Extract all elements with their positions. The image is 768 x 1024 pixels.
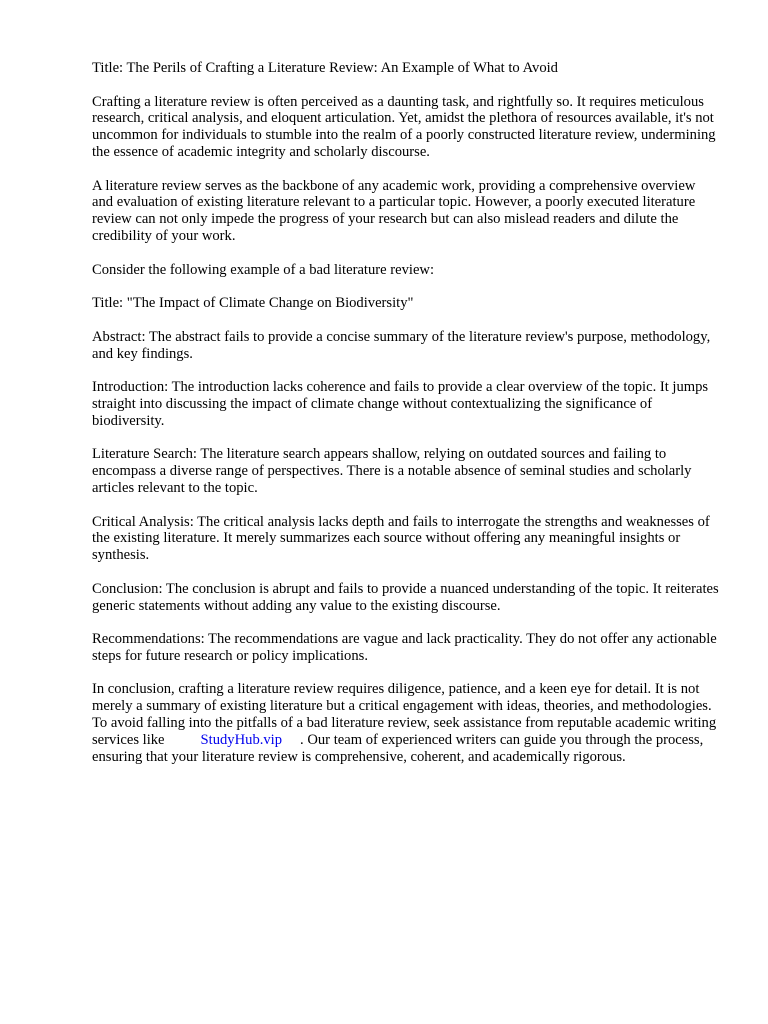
closing-paragraph <box>92 681 720 765</box>
document-title: Title: The Perils of Crafting a Literature Review: An Example of What to Avoid <box>92 60 558 76</box>
intro-paragraph: Crafting a literature review is often perceived as a daunting task, and rightfully so. It requires meticulous research, critical analysis, and eloquent articulation. Yet, amidst the plethora of resources available, it's not uncommon for individuals to stumble into the realm of a poorly constructed literature review, undermining the essence of academic integrity and scholarly discourse. <box>92 93 716 160</box>
abstract-paragraph: Abstract: The abstract fails to provide a concise summary of the literature review's purpose, methodology, and key findings. <box>92 328 711 362</box>
introduction-paragraph: Introduction: The introduction lacks coherence and fails to provide a clear overview of the topic. It jumps straight into discussing the impact of climate change without contextualizing the significance of biodiversity. <box>92 379 709 429</box>
consider-paragraph: Consider the following example of a bad literature review: <box>92 261 435 278</box>
example-title: Title: "The Impact of Climate Change on Biodiversity" <box>92 295 414 312</box>
critical-analysis-paragraph: Critical Analysis: The critical analysis lacks depth and fails to interrogate the strengths and weaknesses of the existing literature. It merely summarizes each source without offering any meaningful insights or synthesis. <box>92 513 710 564</box>
studyhub-link[interactable]: StudyHub.vip <box>200 731 283 748</box>
document-page <box>92 60 720 782</box>
backbone-paragraph: A literature review serves as the backbone of any academic work, providing a comprehensive overview and evaluation of existing literature relevant to a particular topic. However, a poorly executed literature review can not only impede the progress of your research but can also mislead readers and dilute the credibility of your work. <box>92 177 696 244</box>
closing-text-before: In conclusion, crafting a literature review requires diligence, patience, and a keen eye for detail. It is not merely a summary of existing literature but a critical engagement with ideas, theories, and methodologies. To avoid falling into the pitfalls of a bad literature review, seek assistance from reputable academic writing services like <box>92 681 717 748</box>
literature-search-paragraph: Literature Search: The literature search appears shallow, relying on outdated sources and failing to encompass a diverse range of perspectives. There is a notable absence of seminal studies and scholarly articles relevant to the topic. <box>92 446 692 496</box>
recommendations-paragraph: Recommendations: The recommendations are vague and lack practicality. They do not offer any actionable steps for future research or policy implications. <box>92 631 717 664</box>
conclusion-paragraph: Conclusion: The conclusion is abrupt and fails to provide a nuanced understanding of the topic. It reiterates generic statements without adding any value to the existing discourse. <box>92 580 719 614</box>
closing-text-after: . Our team of experienced writers can guide you through the process, ensuring that your literature review is comprehensive, coherent, and academically rigorous. <box>92 731 704 765</box>
